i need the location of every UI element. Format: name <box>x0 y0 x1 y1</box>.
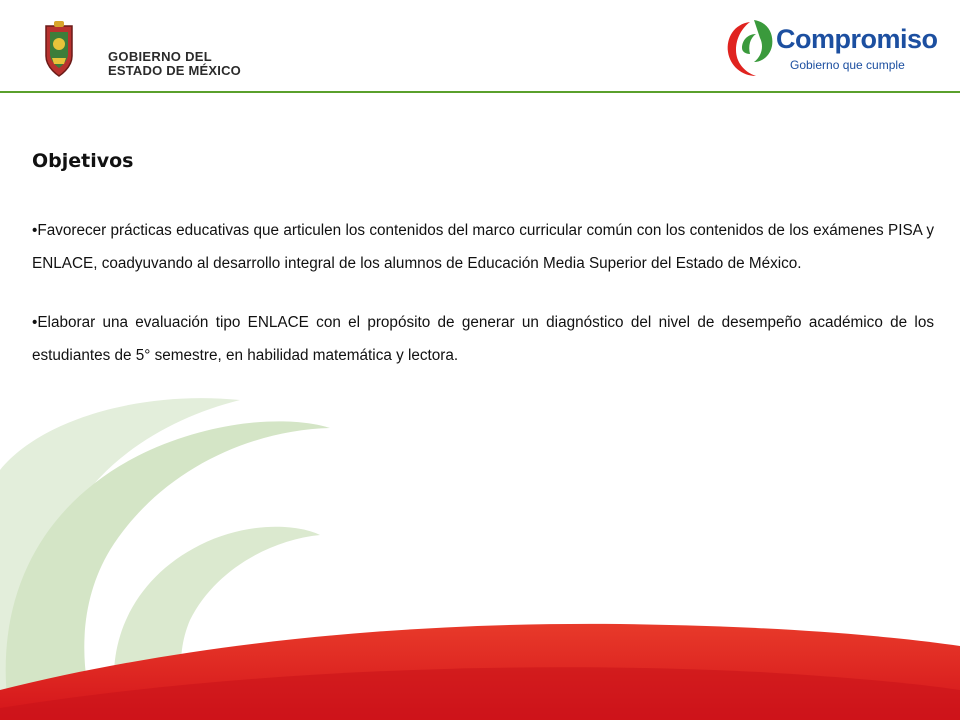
header-divider <box>0 91 960 93</box>
coat-of-arms-icon <box>42 20 76 78</box>
objective-bullet-1: •Favorecer prácticas educativas que articulen los contenidos del marco curricular común con los contenidos de los exámenes PISA y ENLACE, coadyuvando al desarrollo integral de los alumnos de Educación Media Superior del Estado de México. <box>32 222 934 272</box>
compromiso-title: Compromiso <box>776 24 938 54</box>
page-title: Objetivos <box>32 150 134 172</box>
gobierno-line2: ESTADO DE MÉXICO <box>108 62 241 78</box>
content <box>32 150 934 372</box>
gobierno-logo <box>36 18 266 84</box>
swirl-icon <box>724 18 776 82</box>
header <box>0 0 960 92</box>
objective-bullet-2: •Elaborar una evaluación tipo ENLACE con el propósito de generar un diagnóstico del nivel de desempeño académico de los estudiantes de 5° semestre, en habilidad matemática y lectora. <box>32 314 934 364</box>
compromiso-logo <box>722 16 938 84</box>
compromiso-subtitle: Gobierno que cumple <box>790 58 905 72</box>
gobierno-line1: GOBIERNO DEL <box>108 49 212 64</box>
